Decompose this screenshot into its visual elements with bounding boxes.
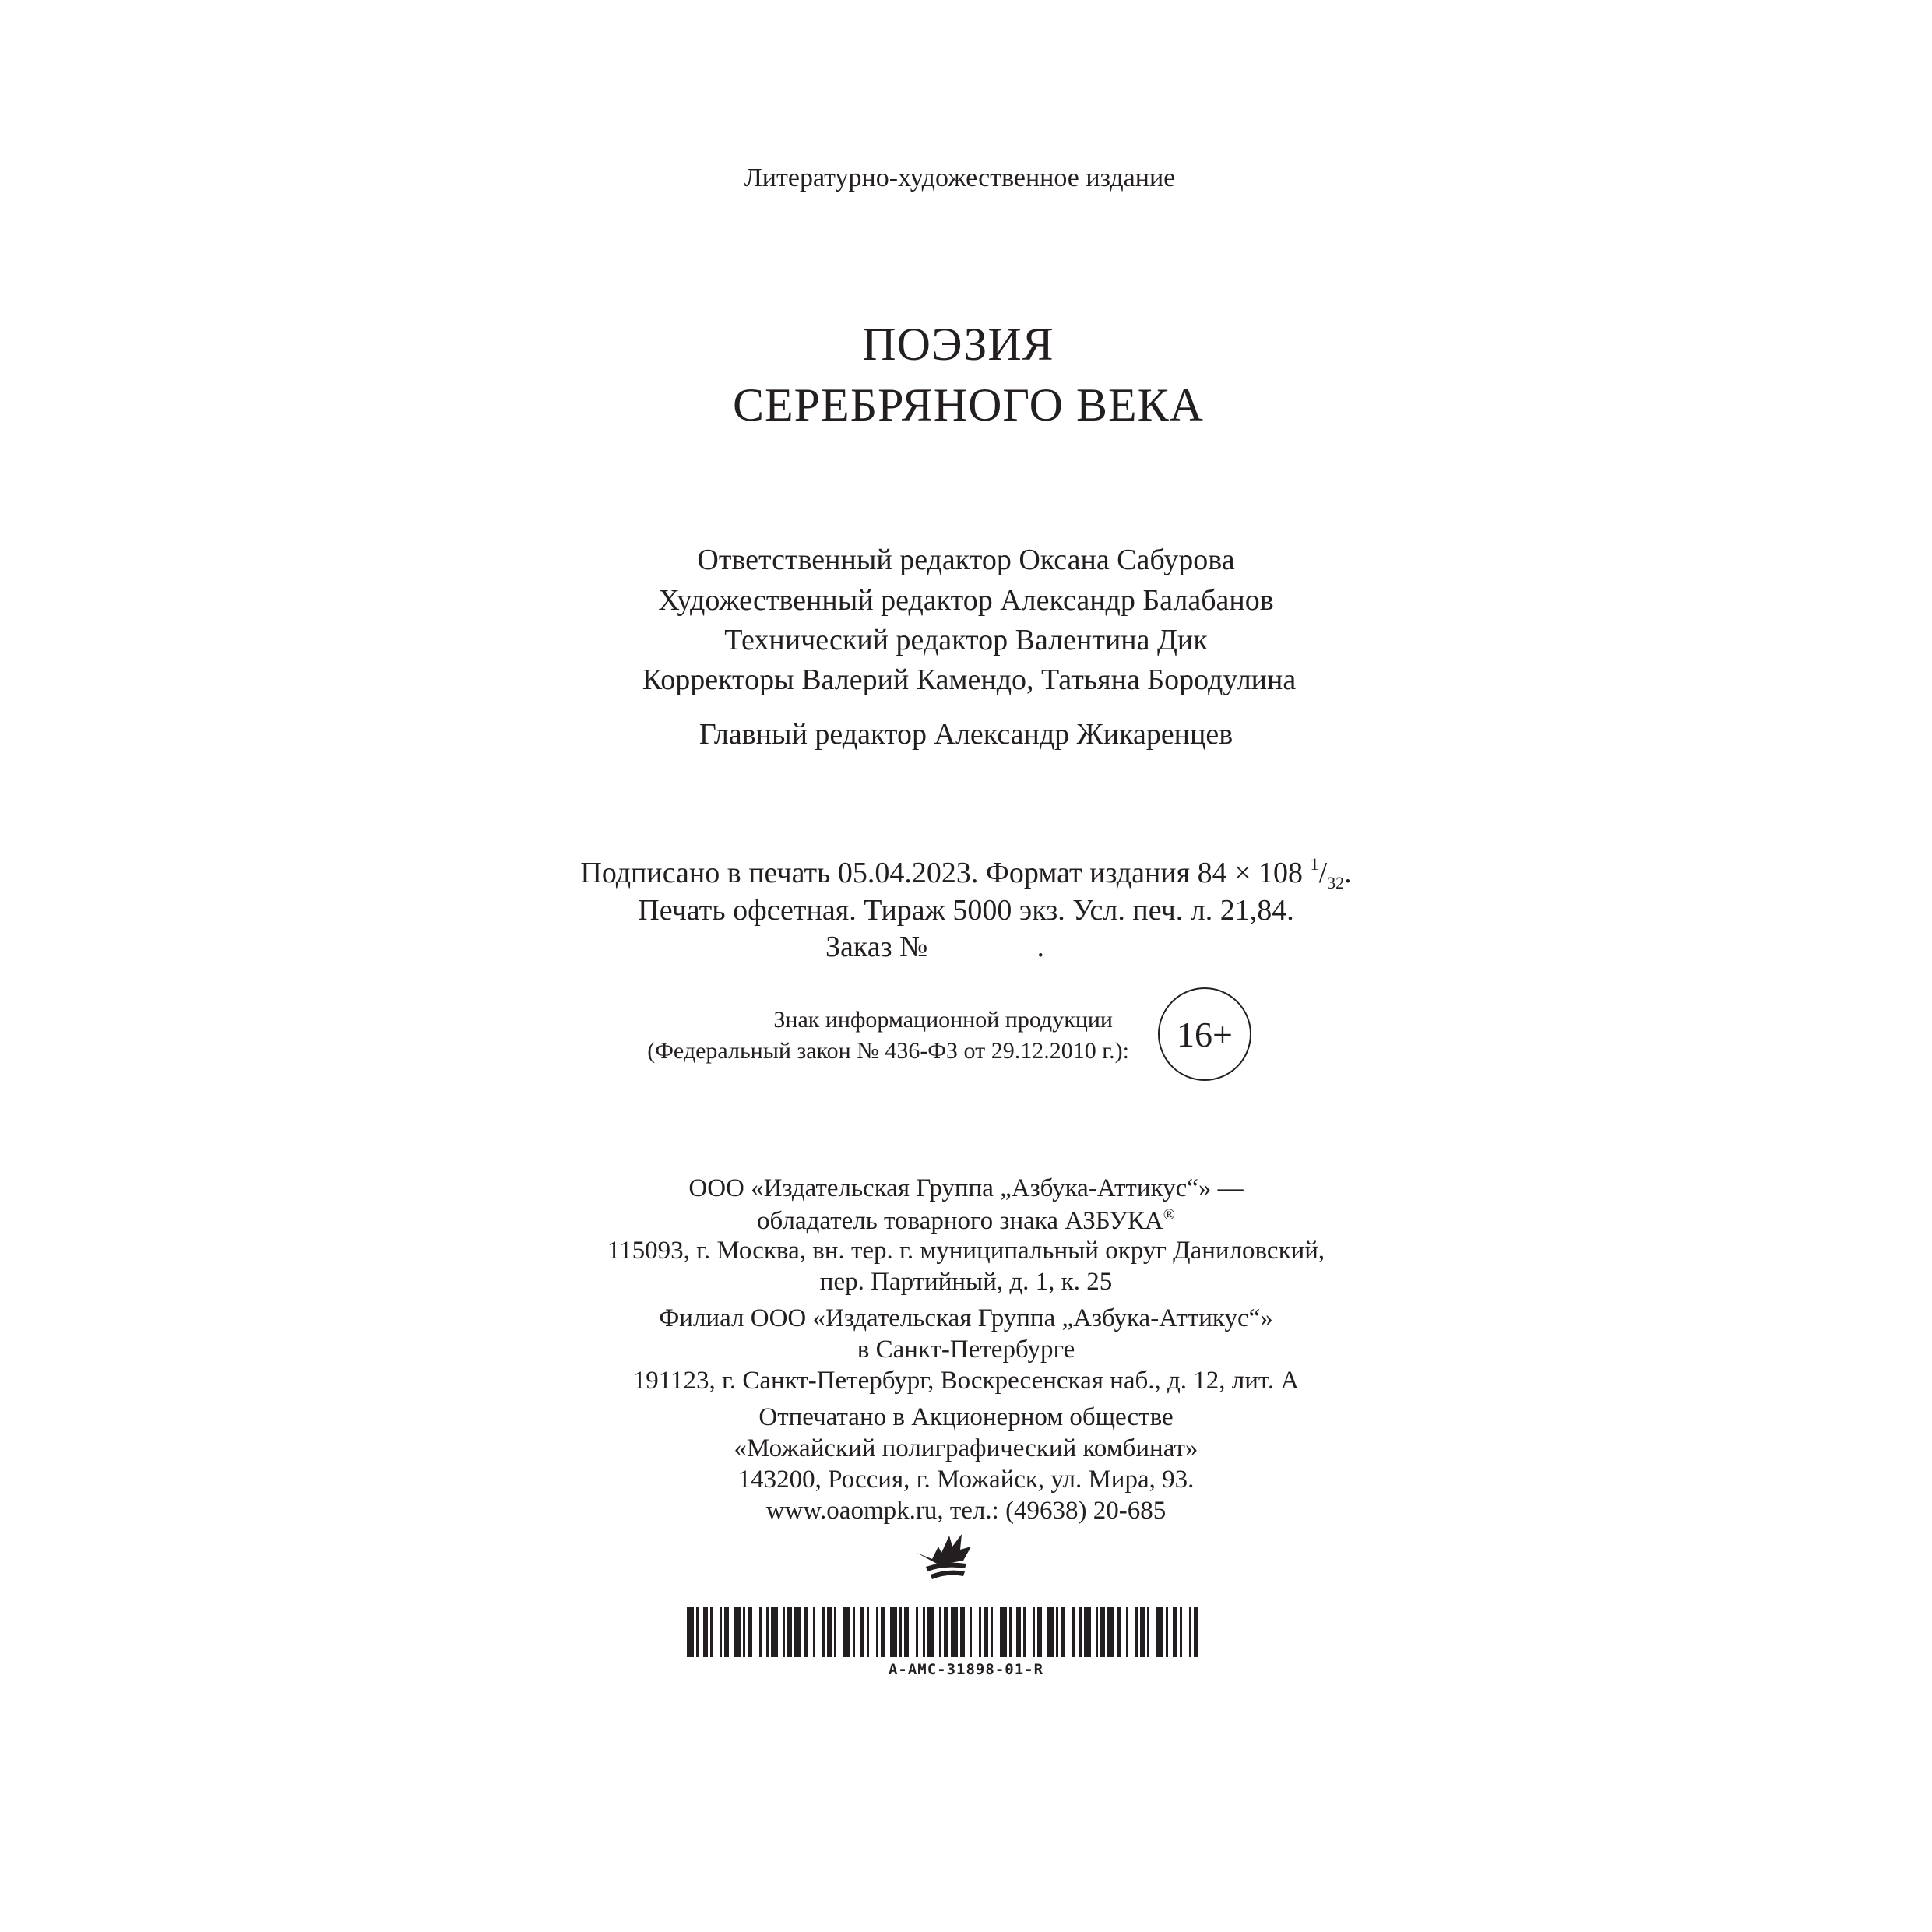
barcode-bar bbox=[1056, 1607, 1058, 1657]
responsible-editor: Ответственный редактор Оксана Сабурова bbox=[697, 544, 1235, 576]
barcode-bar bbox=[1180, 1607, 1182, 1657]
publisher-address-1: 115093, г. Москва, вн. тер. г. муниципальный округ Даниловский, bbox=[607, 1237, 1325, 1265]
publisher-line-2 bbox=[0, 1207, 1932, 1234]
barcode-bar bbox=[710, 1607, 713, 1657]
barcode-bar bbox=[1107, 1607, 1114, 1657]
barcode-bar bbox=[923, 1607, 925, 1657]
age-rating-badge bbox=[1158, 987, 1251, 1081]
barcode-bar bbox=[1079, 1607, 1082, 1657]
order-label: Заказ № bbox=[825, 931, 928, 963]
order-number bbox=[825, 932, 1044, 962]
barcode-bar bbox=[834, 1607, 836, 1657]
barcode-bar bbox=[1000, 1607, 1007, 1657]
barcode-bar bbox=[1173, 1607, 1177, 1657]
barcode-bar bbox=[1033, 1607, 1035, 1657]
technical-editor: Технический редактор Валентина Дик bbox=[724, 624, 1208, 656]
barcode-bar bbox=[1016, 1607, 1021, 1657]
format-denominator: 32 bbox=[1327, 873, 1345, 892]
book-title-line-2: СЕРЕБРЯНОГО ВЕКА bbox=[733, 379, 1204, 431]
age-rating-text: 16+ bbox=[1177, 1014, 1233, 1054]
barcode-bar bbox=[1009, 1607, 1012, 1657]
barcode-bar bbox=[881, 1607, 885, 1657]
format-numerator: 1 bbox=[1310, 854, 1319, 874]
barcode-bar bbox=[904, 1607, 909, 1657]
barcode-bar bbox=[724, 1607, 729, 1657]
barcode-bar bbox=[890, 1607, 897, 1657]
barcode-bar bbox=[1096, 1607, 1098, 1657]
barcode bbox=[687, 1607, 1201, 1657]
barcode-bar bbox=[951, 1607, 958, 1657]
barcode-bar bbox=[703, 1607, 708, 1657]
barcode-bar bbox=[991, 1607, 993, 1657]
info-product-mark bbox=[607, 1005, 1129, 1067]
barcode-bar bbox=[1037, 1607, 1042, 1657]
barcode-bar bbox=[1147, 1607, 1149, 1657]
barcode-bar bbox=[916, 1607, 918, 1657]
barcode-bar bbox=[783, 1607, 785, 1657]
barcode-bar bbox=[960, 1607, 965, 1657]
barcode-bar bbox=[827, 1607, 832, 1657]
barcode-bar bbox=[1126, 1607, 1128, 1657]
printer-line-2: «Можайский полиграфический комбинат» bbox=[734, 1434, 1198, 1462]
branch-address: 191123, г. Санкт-Петербург, Воскресенская наб., д. 12, лит. А bbox=[632, 1367, 1300, 1395]
barcode-bar bbox=[794, 1607, 801, 1657]
barcode-bar bbox=[1189, 1607, 1191, 1657]
barcode-bar bbox=[1194, 1607, 1198, 1657]
format-slash: / bbox=[1318, 857, 1328, 889]
barcode-bar bbox=[944, 1607, 948, 1657]
printer-contacts: www.oaompk.ru, тел.: (49638) 20-685 bbox=[765, 1497, 1167, 1525]
barcode-bar bbox=[813, 1607, 815, 1657]
barcode-bar bbox=[939, 1607, 941, 1657]
barcode-bar bbox=[822, 1607, 825, 1657]
barcode-bar bbox=[1140, 1607, 1145, 1657]
info-mark-line-2: (Федеральный закон № 436-ФЗ от 29.12.2010 г.): bbox=[647, 1038, 1129, 1064]
barcode-bar bbox=[1117, 1607, 1121, 1657]
barcode-bar bbox=[979, 1607, 981, 1657]
barcode-bar bbox=[927, 1607, 934, 1657]
publisher-trademark-text: обладатель товарного знака АЗБУКА bbox=[757, 1207, 1163, 1235]
edition-type: Литературно-художественное издание bbox=[744, 164, 1176, 192]
info-mark-line-1: Знак информационной продукции bbox=[773, 1007, 1113, 1033]
barcode-bar bbox=[867, 1607, 869, 1657]
barcode-bar bbox=[771, 1607, 778, 1657]
art-editor: Художественный редактор Александр Балабанов bbox=[658, 584, 1274, 617]
publisher-line-1: ООО «Издательская Группа „Азбука-Аттикус“» — bbox=[688, 1174, 1244, 1202]
printer-logo-icon bbox=[915, 1529, 973, 1582]
print-signed-format bbox=[0, 856, 1932, 892]
order-end: . bbox=[1036, 931, 1044, 963]
registered-mark: ® bbox=[1163, 1206, 1175, 1223]
barcode-bar bbox=[1135, 1607, 1138, 1657]
barcode-bar bbox=[860, 1607, 864, 1657]
barcode-bar bbox=[1166, 1607, 1168, 1657]
barcode-bar bbox=[720, 1607, 722, 1657]
barcode-bar bbox=[853, 1607, 855, 1657]
barcode-bar bbox=[1084, 1607, 1091, 1657]
barcode-bar bbox=[748, 1607, 752, 1657]
publisher-address-2: пер. Партийный, д. 1, к. 25 bbox=[819, 1268, 1113, 1296]
barcode-bar bbox=[1156, 1607, 1163, 1657]
barcode-bar bbox=[687, 1607, 694, 1657]
barcode-bar bbox=[1100, 1607, 1105, 1657]
barcode-bar bbox=[876, 1607, 878, 1657]
barcode-code: A-AMC-31898-01-R bbox=[888, 1661, 1044, 1678]
barcode-bar bbox=[696, 1607, 699, 1657]
print-signed-text: Подписано в печать 05.04.2023. Формат издания 84 × 108 bbox=[580, 857, 1311, 889]
barcode-bar bbox=[1023, 1607, 1026, 1657]
print-run-info: Печать офсетная. Тираж 5000 экз. Усл. печ. л. 21,84. bbox=[638, 894, 1294, 927]
proofreaders: Корректоры Валерий Камендо, Татьяна Бородулина bbox=[642, 663, 1297, 696]
printer-address: 143200, Россия, г. Можайск, ул. Мира, 93. bbox=[737, 1466, 1195, 1494]
barcode-bar bbox=[899, 1607, 902, 1657]
printer-line-1: Отпечатано в Акционерном обществе bbox=[758, 1403, 1174, 1431]
barcode-bar bbox=[787, 1607, 792, 1657]
chief-editor: Главный редактор Александр Жикаренцев bbox=[699, 718, 1233, 751]
barcode-bar bbox=[984, 1607, 988, 1657]
barcode-bar bbox=[1072, 1607, 1075, 1657]
branch-line-2: в Санкт-Петербурге bbox=[857, 1336, 1075, 1364]
format-end: . bbox=[1344, 857, 1352, 889]
barcode-bar bbox=[743, 1607, 745, 1657]
barcode-bar bbox=[759, 1607, 762, 1657]
branch-line-1: Филиал ООО «Издательская Группа „Азбука-Аттикус“» bbox=[659, 1304, 1273, 1332]
barcode-bar bbox=[766, 1607, 769, 1657]
barcode-bar bbox=[1047, 1607, 1054, 1657]
barcode-bar bbox=[1061, 1607, 1065, 1657]
barcode-bar bbox=[734, 1607, 741, 1657]
barcode-bar bbox=[970, 1607, 972, 1657]
book-title-line-1: ПОЭЗИЯ bbox=[862, 318, 1054, 370]
barcode-bar bbox=[843, 1607, 850, 1657]
barcode-bar bbox=[804, 1607, 808, 1657]
